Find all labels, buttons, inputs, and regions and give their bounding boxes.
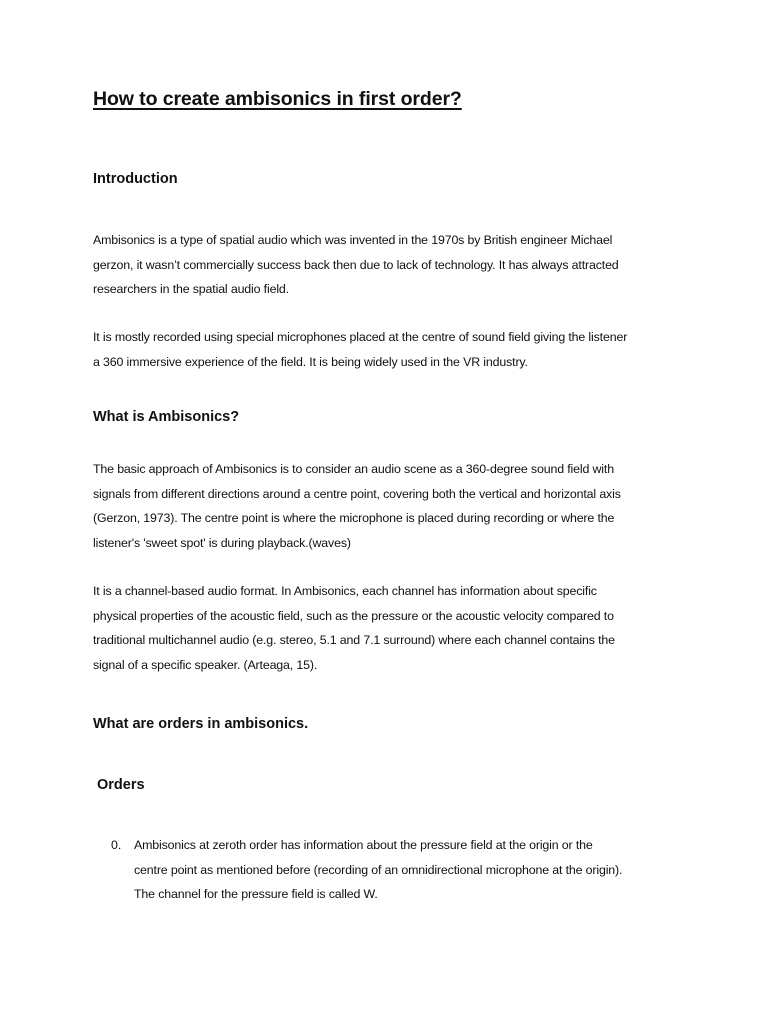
text-line: It is a channel-based audio format. In Ambisonics, each channel has information about specific [93, 584, 597, 598]
text-line: (Gerzon, 1973). The centre point is where the microphone is placed during recording or where the [93, 511, 615, 526]
paragraph-intro-1 [93, 228, 683, 302]
heading-orders: Orders [97, 777, 145, 793]
document-title: How to create ambisonics in first order? [93, 88, 462, 110]
list-marker: 0. [111, 838, 122, 852]
list-item-text [134, 833, 694, 907]
text-line: researchers in the spatial audio field. [93, 282, 289, 297]
paragraph-intro-2 [93, 325, 683, 374]
text-line: The channel for the pressure field is called W. [134, 887, 378, 902]
text-line: gerzon, it wasn’t commercially success back then due to lack of technology. It has always attracted [93, 257, 619, 272]
heading-introduction: Introduction [93, 171, 178, 187]
text-line: listener's 'sweet spot' is during playback.(waves) [93, 535, 351, 550]
text-line: centre point as mentioned before (recording of an omnidirectional microphone at the origin). [134, 862, 623, 877]
text-line: It is mostly recorded using special microphones placed at the centre of sound field giving the listener [93, 330, 628, 344]
text-line: The basic approach of Ambisonics is to consider an audio scene as a 360-degree sound field with [93, 462, 614, 476]
text-line: physical properties of the acoustic field, such as the pressure or the acoustic velocity compared to [93, 608, 614, 623]
paragraph-what-is-2 [93, 579, 683, 677]
text-line: signals from different directions around a centre point, covering both the vertical and horizontal axis [93, 486, 621, 501]
text-line: signal of a specific speaker. (Arteaga, 15). [93, 657, 318, 672]
text-line: Ambisonics at zeroth order has information about the pressure field at the origin or the [134, 838, 593, 852]
text-line: a 360 immersive experience of the field. It is being widely used in the VR industry. [93, 354, 528, 369]
paragraph-what-is-1 [93, 457, 683, 555]
text-line: traditional multichannel audio (e.g. stereo, 5.1 and 7.1 surround) where each channel contains the [93, 633, 615, 648]
text-line: Ambisonics is a type of spatial audio which was invented in the 1970s by British engineer Michael [93, 233, 613, 247]
heading-what-is-ambisonics: What is Ambisonics? [93, 409, 240, 425]
heading-orders-in-ambisonics: What are orders in ambisonics. [93, 716, 309, 732]
